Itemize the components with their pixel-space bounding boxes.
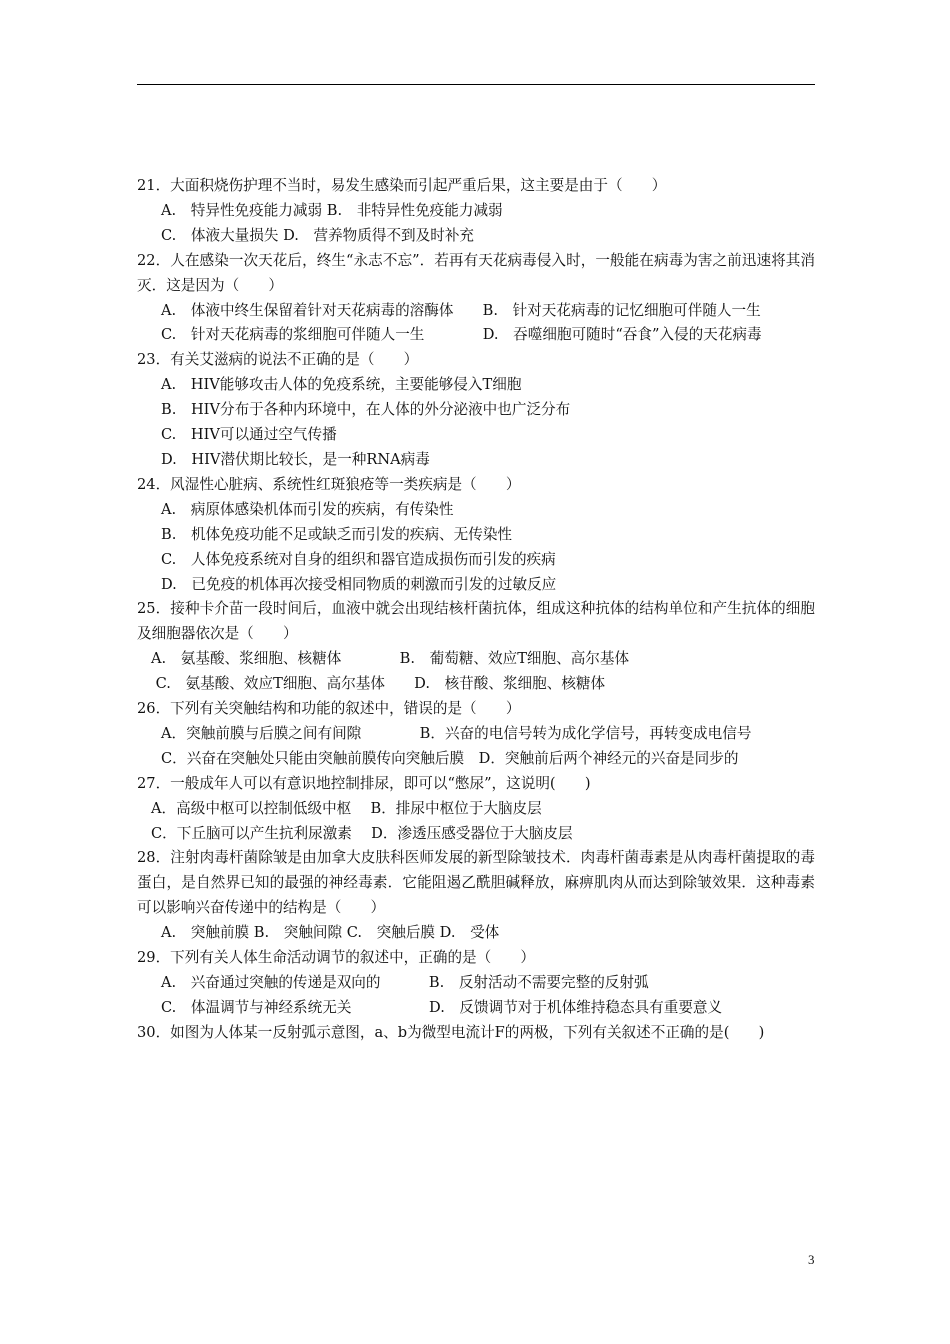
option-line: C. 氨基酸、效应T细胞、高尔基体 D. 核苷酸、浆细胞、核糖体 bbox=[151, 675, 606, 693]
option-line: B. HIV分布于各种内环境中，在人体的外分泌液中也广泛分布 bbox=[161, 401, 571, 419]
question-22 bbox=[137, 249, 815, 349]
option-line: D. 已免疫的机体再次接受相同物质的刺激而引发的过敏反应 bbox=[161, 575, 557, 593]
question-21 bbox=[137, 174, 815, 249]
question-26 bbox=[137, 697, 815, 772]
option-line: A. 突触前膜 B. 突触间隙 C. 突触后膜 D. 受体 bbox=[161, 924, 500, 942]
option-line: A. 体液中终生保留着针对天花病毒的溶酶体 B. 针对天花病毒的记忆细胞可伴随人一生 bbox=[161, 301, 761, 319]
option-line: A. 特异性免疫能力减弱 B. 非特异性免疫能力减弱 bbox=[161, 201, 503, 219]
option-line: C．下丘脑可以产生抗利尿激素 D．渗透压感受器位于大脑皮层 bbox=[151, 824, 573, 842]
question-stem: 29．下列有关人体生命活动调节的叙述中，正确的是（ ） bbox=[137, 949, 536, 967]
question-28 bbox=[137, 846, 815, 946]
question-stem: 30．如图为人体某一反射弧示意图，a、b为微型电流计F的两极，下列有关叙述不正确的是( ) bbox=[137, 1023, 765, 1041]
option-line: C．兴奋在突触处只能由突触前膜传向突触后膜 D．突触前后两个神经元的兴奋是同步的 bbox=[161, 749, 739, 767]
option-line: A. 兴奋通过突触的传递是双向的 B. 反射活动不需要完整的反射弧 bbox=[161, 974, 649, 991]
option-line: A．高级中枢可以控制低级中枢 B．排尿中枢位于大脑皮层 bbox=[151, 799, 542, 817]
question-23 bbox=[137, 348, 815, 473]
option-line: D. HIV潜伏期比较长，是一种RNA病毒 bbox=[161, 450, 430, 468]
option-line: C. 人体免疫系统对自身的组织和器官造成损伤而引发的疾病 bbox=[161, 550, 556, 568]
option-line: A. HIV能够攻击人体的免疫系统，主要能够侵入T细胞 bbox=[161, 376, 522, 394]
question-25 bbox=[137, 597, 815, 697]
question-stem: 27．一般成年人可以有意识地控制排尿，即可以“憋尿”，这说明( ) bbox=[137, 774, 591, 792]
page-number: 3 bbox=[808, 1252, 815, 1267]
question-stem: 24．风湿性心脏病、系统性红斑狼疮等一类疾病是（ ） bbox=[137, 475, 521, 493]
option-line: C. 体温调节与神经系统无关 D. 反馈调节对于机体维持稳态具有重要意义 bbox=[161, 998, 723, 1016]
question-list bbox=[137, 174, 815, 1046]
question-stem: 23．有关艾滋病的说法不正确的是（ ） bbox=[137, 351, 419, 369]
header-rule bbox=[137, 84, 815, 85]
question-30 bbox=[137, 1021, 815, 1046]
question-stem: 21．大面积烧伤护理不当时，易发生感染而引起严重后果，这主要是由于（ ） bbox=[137, 177, 667, 194]
option-line: C. 针对天花病毒的浆细胞可伴随人一生 D. 吞噬细胞可随时“吞食”入侵的天花病毒 bbox=[161, 326, 762, 344]
option-line: A. 氨基酸、浆细胞、核糖体 B. 葡萄糖、效应T细胞、高尔基体 bbox=[151, 650, 630, 668]
option-line: C. HIV可以通过空气传播 bbox=[161, 426, 337, 444]
question-stem: 28．注射肉毒杆菌除皱是由加拿大皮肤科医师发展的新型除皱技术．肉毒杆菌毒素是从肉毒杆菌提取的毒蛋白，是自然界已知的最强的神经毒素．它能阻遏乙酰胆碱释放，麻痹肌肉从而达到除皱效果．这种毒素可以影响兴奋传递中的结构是（ ） bbox=[137, 849, 815, 917]
question-stem: 26．下列有关突触结构和功能的叙述中，错误的是（ ） bbox=[137, 700, 521, 718]
option-line: B. 机体免疫功能不足或缺乏而引发的疾病、无传染性 bbox=[161, 525, 513, 543]
option-line: C. 体液大量损失 D. 营养物质得不到及时补充 bbox=[161, 226, 475, 244]
option-line: A．突触前膜与后膜之间有间隙 B．兴奋的电信号转为成化学信号，再转变成电信号 bbox=[161, 724, 752, 742]
question-29 bbox=[137, 946, 815, 1021]
question-24 bbox=[137, 473, 815, 598]
option-line: A. 病原体感染机体而引发的疾病，有传染性 bbox=[161, 500, 454, 518]
question-stem: 22．人在感染一次天花后，终生“永志不忘”．若再有天花病毒侵入时，一般能在病毒为害之前迅速将其消灭．这是因为（ ） bbox=[137, 251, 815, 294]
question-stem: 25．接种卡介苗一段时间后，血液中就会出现结核杆菌抗体，组成这种抗体的结构单位和产生抗体的细胞及细胞器依次是（ ） bbox=[137, 600, 815, 643]
question-27 bbox=[137, 772, 815, 847]
